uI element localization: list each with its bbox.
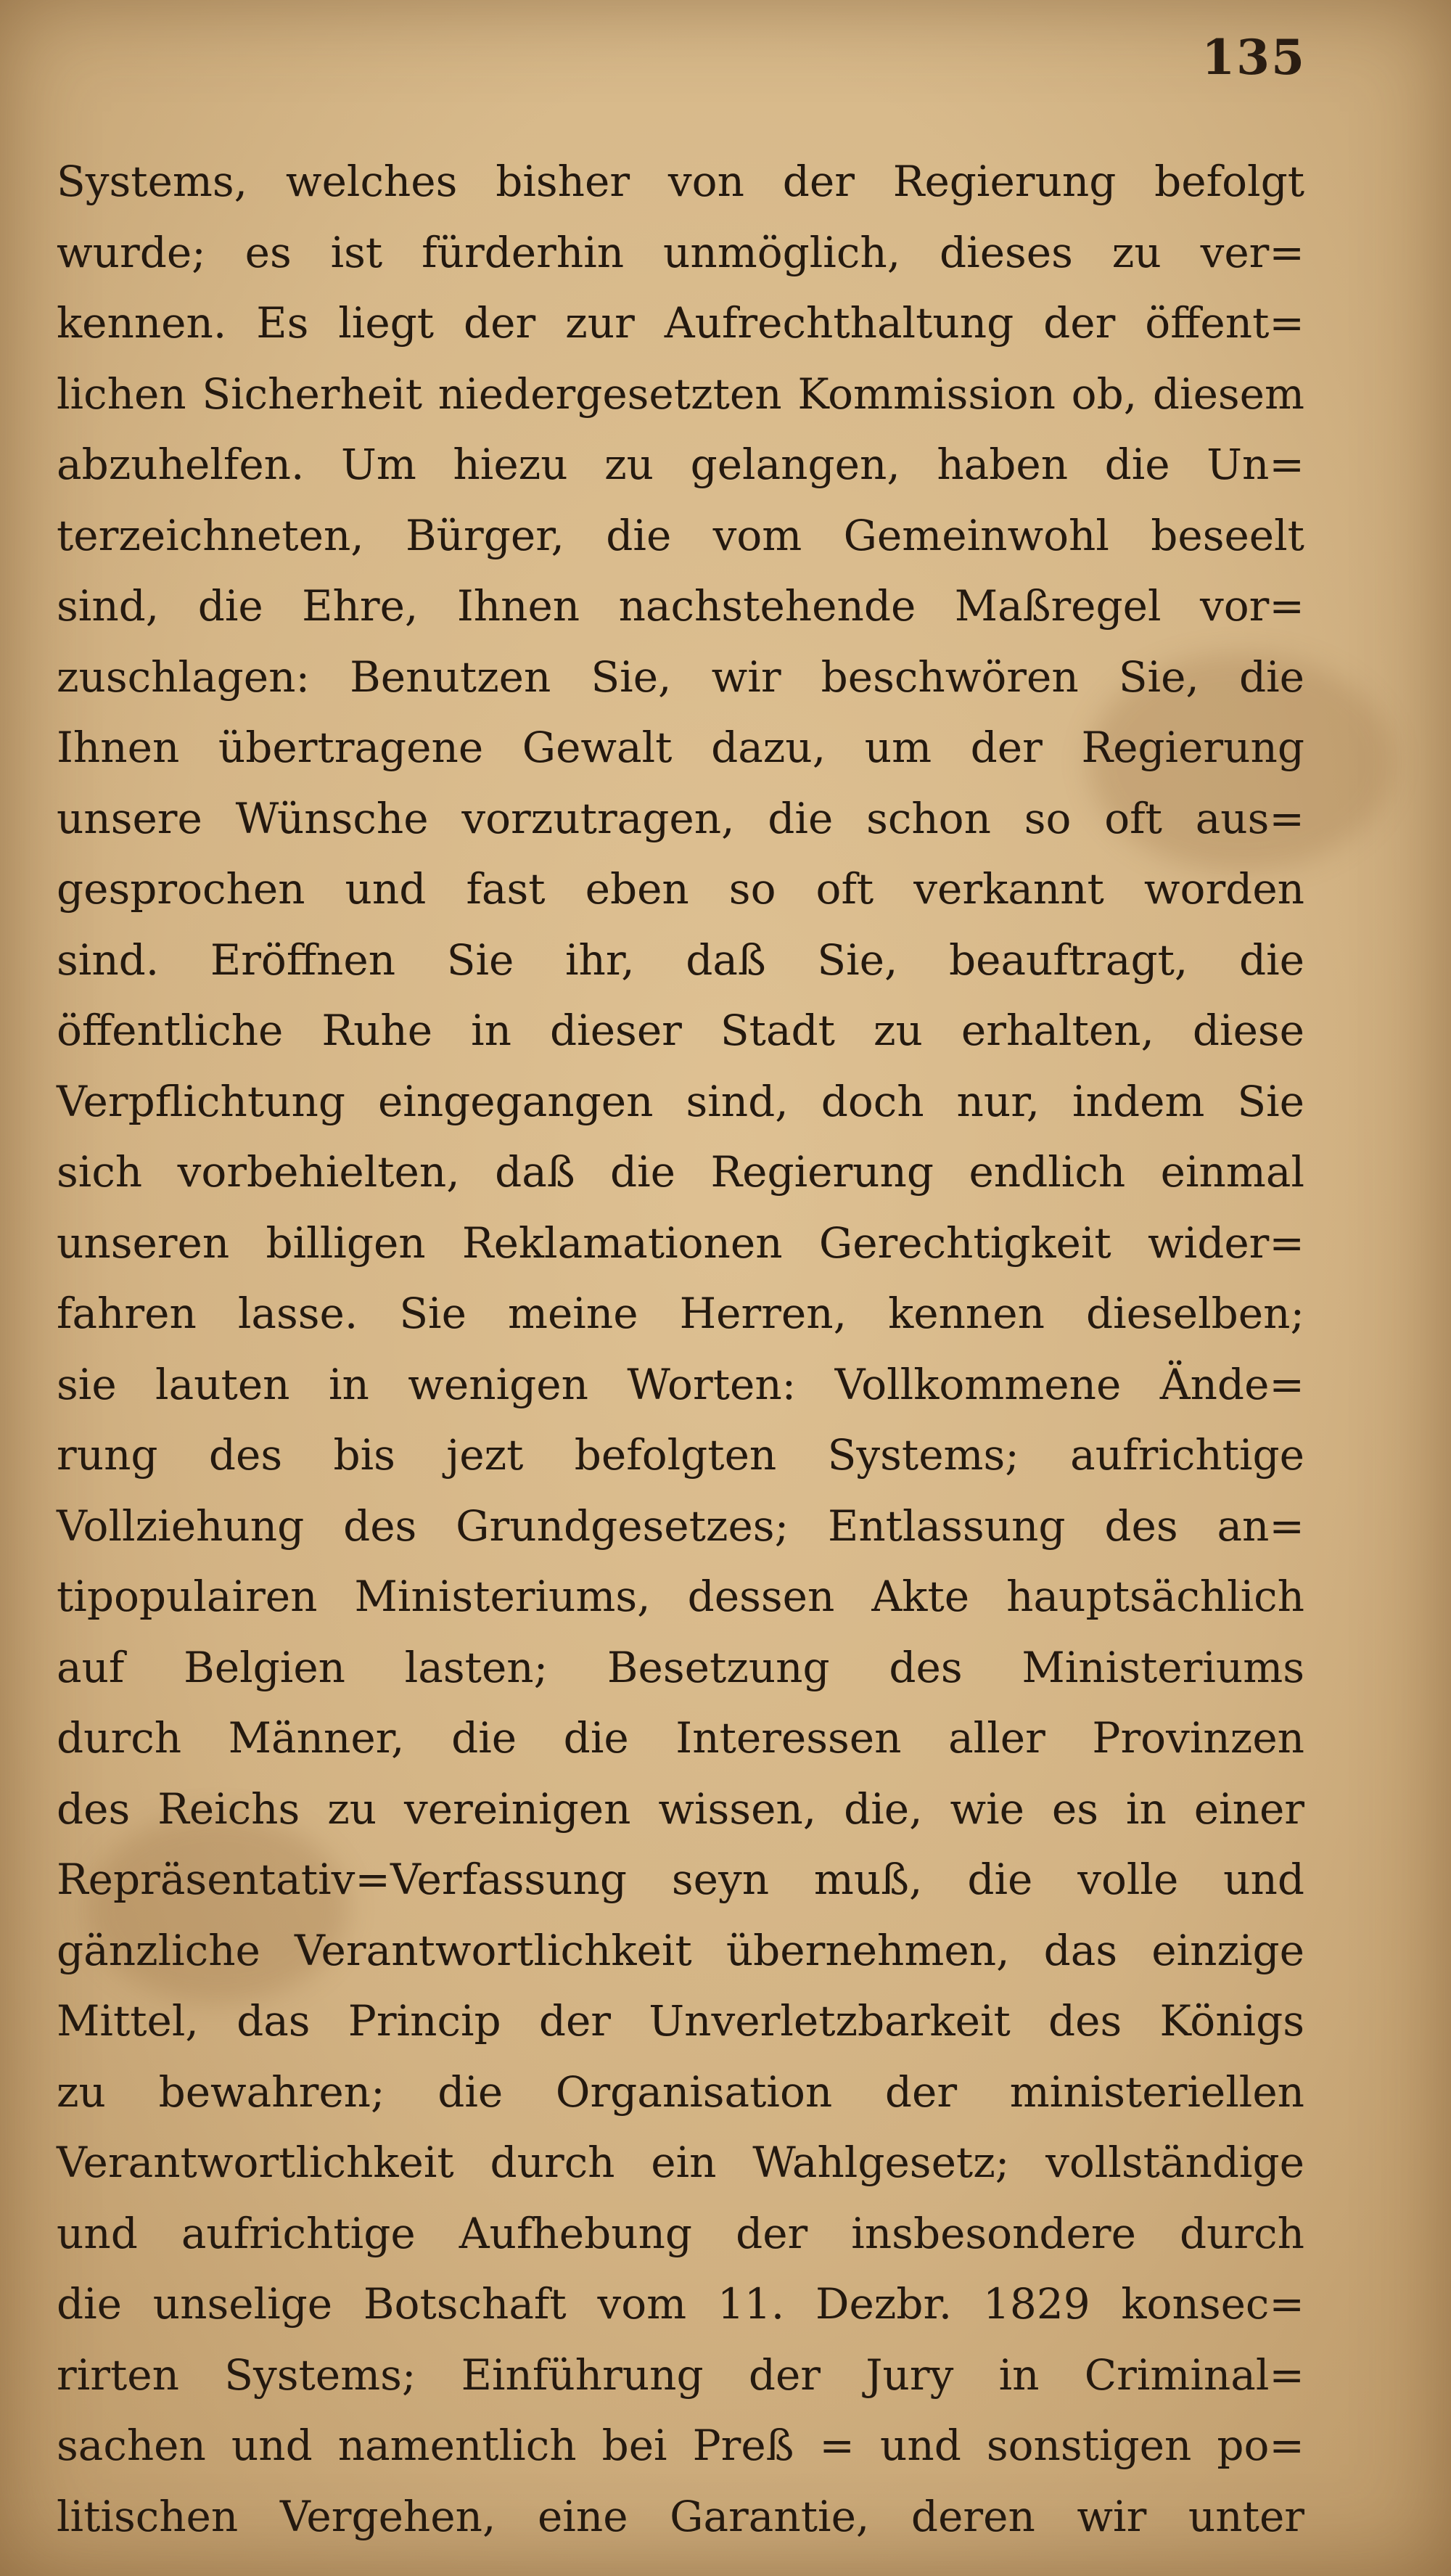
text-line: sich vorbehielten, daß die Regierung endlich einmal [57,1147,1304,1197]
text-line: sind, die Ehre, Ihnen nachstehende Maßregel vor= [57,581,1304,631]
text-line: und aufrichtige Aufhebung der insbesondere durch [57,2208,1304,2258]
text-line: Verantwortlichkeit durch ein Wahlgesetz; vollständige [57,2138,1304,2187]
text-line: gesprochen und fast eben so oft verkannt worden [57,864,1304,914]
text-line: Systems, welches bisher von der Regierung befolgt [57,157,1304,206]
text-line: abzuhelfen. Um hiezu zu gelangen, haben die Un= [57,440,1304,489]
text-line: lichen Sicherheit niedergesetzten Kommission ob, diesem [57,369,1304,419]
text-line: sachen und namentlich bei Preß = und sonstigen po= [57,2421,1304,2470]
text-line: öffentliche Ruhe in dieser Stadt zu erhalten, diese [57,1006,1304,1055]
text-line: auf Belgien lasten; Besetzung des Ministeriums [57,1642,1304,1692]
text-line: sie lauten in wenigen Worten: Vollkommene Ände= [57,1359,1304,1409]
text-line: Verpflichtung eingegangen sind, doch nur, indem Sie [57,1076,1304,1126]
text-line: terzeichneten, Bürger, die vom Gemeinwohl beseelt [57,510,1304,560]
text-line: wurde; es ist fürderhin unmöglich, dieses zu ver= [57,227,1304,277]
text-line: Ihnen übertragene Gewalt dazu, um der Regierung [57,723,1304,772]
text-line: zu bewahren; die Organisation der ministeriellen [57,2067,1304,2117]
body-text [57,147,1304,2552]
text-line: unseren billigen Reklamationen Gerechtigkeit wider= [57,1218,1304,1268]
text-line: gänzliche Verantwortlichkeit übernehmen, das einzige [57,1925,1304,1975]
text-line: kennen. Es liegt der zur Aufrechthaltung der öffent= [57,298,1304,348]
text-line: unsere Wünsche vorzutragen, die schon so oft aus= [57,793,1304,843]
text-line: rung des bis jezt befolgten Systems; aufrichtige [57,1430,1304,1480]
text-line: tipopulairen Ministeriums, dessen Akte hauptsächlich [57,1572,1304,1621]
text-line: rirten Systems; Einführung der Jury in Criminal= [57,2350,1304,2400]
text-line: zuschlagen: Benutzen Sie, wir beschwören Sie, die [57,652,1304,702]
text-line: litischen Vergehen, eine Garantie, deren wir unter [57,2491,1304,2541]
text-line: Vollziehung des Grundgesetzes; Entlassung des an= [57,1501,1304,1551]
text-line: durch Männer, die die Interessen aller Provinzen [57,1713,1304,1763]
text-line: fahren lasse. Sie meine Herren, kennen dieselben; [57,1289,1304,1338]
text-line: Repräsentativ=Verfassung seyn muß, die volle und [57,1855,1304,1904]
text-line: des Reichs zu vereinigen wissen, die, wie es in einer [57,1784,1304,1834]
text-line: sind. Eröffnen Sie ihr, daß Sie, beauftragt, die [57,935,1304,985]
text-line: die unselige Botschaft vom 11. Dezbr. 1829 konsec= [57,2279,1304,2329]
text-line: Mittel, das Princip der Unverletzbarkeit des Königs [57,1996,1304,2046]
page-number: 135 [1201,29,1306,86]
